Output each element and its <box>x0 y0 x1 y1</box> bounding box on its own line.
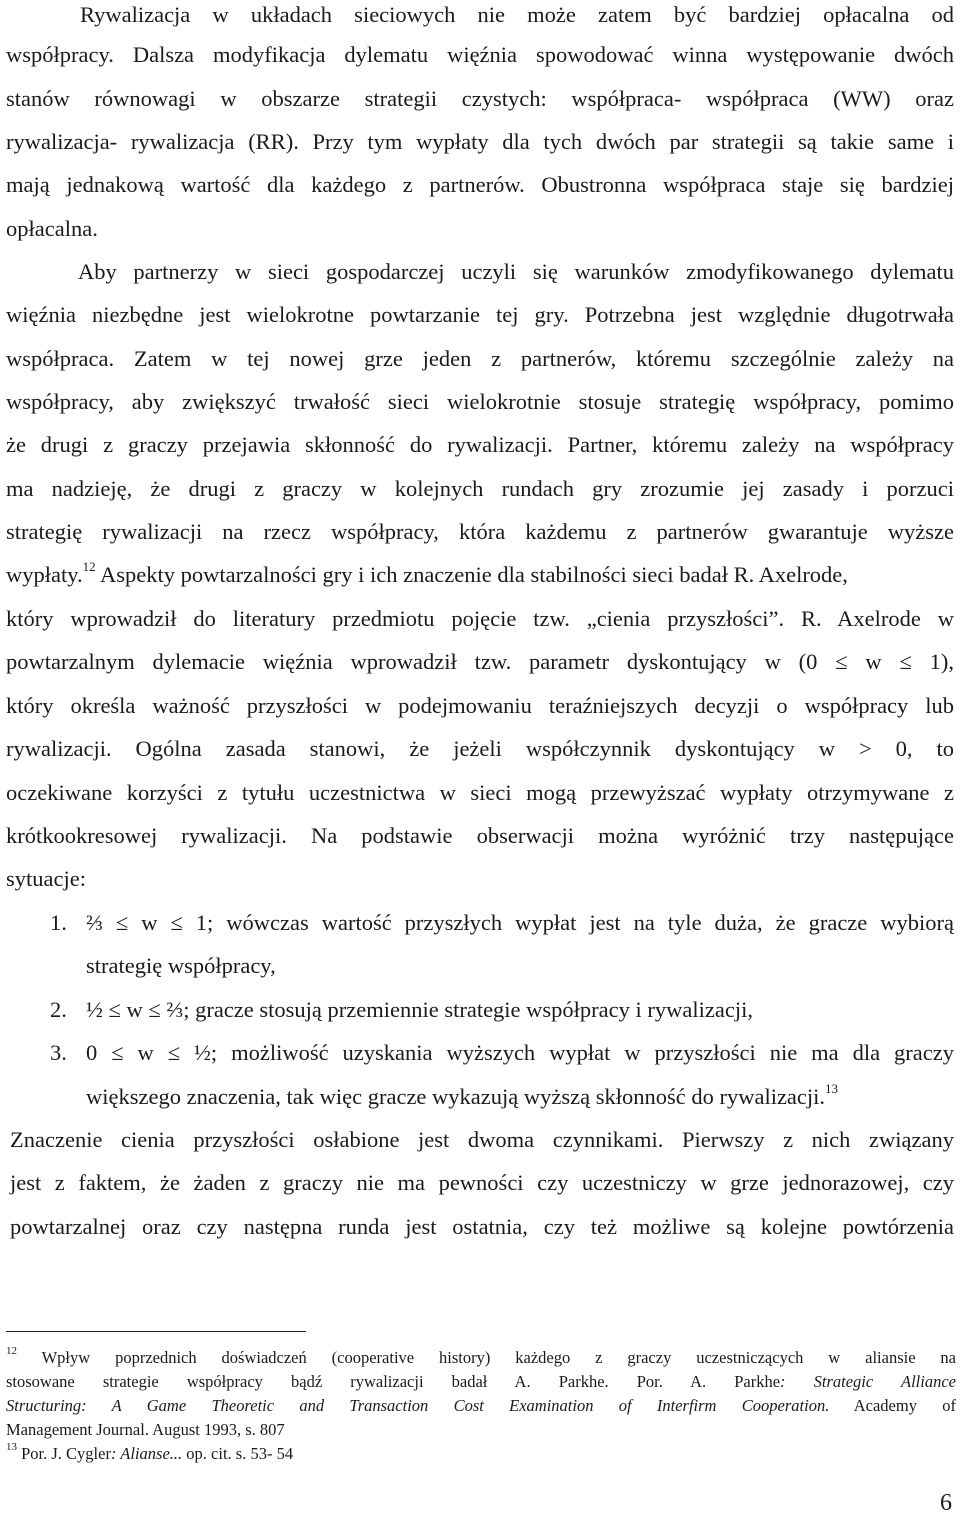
list-number: 2. <box>50 997 67 1022</box>
text-segment: Aspekty powtarzalności gry i ich znaczenie dla stabilności sieci badał R. Axelrode, <box>95 562 848 587</box>
list-item-text: ⅔ ≤ w ≤ 1; wówczas wartość przyszłych wypłat jest na tyle duża, że gracze wybiorą <box>86 910 954 935</box>
paragraph-2-line-6: ma nadzieję, że drugi z graczy w kolejnych rundach gry zrozumie jej zasady i porzuci <box>6 476 954 501</box>
list-item-text: ½ ≤ w ≤ ⅔; gracze stosują przemiennie strategie współpracy i rywalizacji, <box>86 997 753 1022</box>
text-segment: Wpływ poprzednich doświadczeń (cooperative history) każdego z graczy uczestniczących w aliansie na <box>17 1348 956 1367</box>
footnote-divider <box>6 1331 306 1332</box>
text-segment: Academy of <box>829 1396 956 1415</box>
paragraph-2-line-12: rywalizacji. Ogólna zasada stanowi, że jeżeli współczynnik dyskontujący w > 0, to <box>6 736 954 761</box>
paragraph-2-line-10: powtarzalnym dylemacie więźnia wprowadził tzw. parametr dyskontujący w (0 ≤ w ≤ 1), <box>6 649 954 674</box>
text-segment: wypłaty. <box>6 562 83 587</box>
list-item-text: 0 ≤ w ≤ ½; możliwość uzyskania wyższych wypłat w przyszłości nie ma dla graczy <box>86 1040 954 1065</box>
paragraph-2-line-11: który określa ważność przyszłości w podejmowaniu teraźniejszych decyzji o współpracy lub <box>6 693 954 718</box>
footnote-13 <box>6 1442 956 1465</box>
page-number: 6 <box>940 1490 952 1516</box>
paragraph-2-line-1: Aby partnerzy w sieci gospodarczej uczyli się warunków zmodyfikowanego dylematu <box>78 259 954 284</box>
paragraph-2-line-8 <box>6 560 954 590</box>
text-segment: stosowane strategie współpracy bądź rywalizacji badał A. Parkhe. Por. A. Parkhe <box>6 1372 781 1391</box>
footnote-ref-13[interactable]: 13 <box>825 1081 839 1096</box>
footnote-12-line-4: Management Journal. August 1993, s. 807 <box>6 1420 285 1439</box>
italic-title: Structuring: A Game Theoretic and Transaction Cost Examination of Interfirm Cooperation. <box>6 1396 830 1415</box>
list-number: 1. <box>50 910 67 935</box>
text-segment: op. cit. s. 53- 54 <box>182 1444 294 1463</box>
paragraph-1-line-4: rywalizacja- rywalizacja (RR). Przy tym wypłaty dla tych dwóch par strategii są takie same i <box>6 129 954 154</box>
footnote-12-line-3 <box>6 1394 956 1417</box>
paragraph-2-line-2: więźnia niezbędne jest wielokrotne powtarzanie tej gry. Potrzebna jest względnie długotrwała <box>6 302 954 327</box>
footnote-ref-12[interactable]: 12 <box>82 559 96 574</box>
paragraph-1-line-1: Rywalizacja w układach sieciowych nie może zatem być bardziej opłacalna od <box>80 2 954 27</box>
paragraph-2-line-5: że drugi z graczy przejawia skłonność do rywalizacji. Partner, któremu zależy na współpracy <box>6 432 954 457</box>
italic-segment: : Alianse... <box>110 1444 183 1463</box>
paragraph-2-line-9: który wprowadził do literatury przedmiotu pojęcie tzw. „cienia przyszłości”. R. Axelrode w <box>6 606 954 631</box>
list-item-text <box>86 1082 954 1112</box>
list-item-text: strategię współpracy, <box>86 953 276 978</box>
paragraph-2-line-7: strategię rywalizacji na rzecz współpracy, która każdemu z partnerów gwarantuje wyższe <box>6 519 954 544</box>
paragraph-1-line-6: opłacalna. <box>6 216 98 241</box>
italic-segment: : Strategic Alliance <box>780 1372 956 1391</box>
footnote-12-line-1 <box>6 1346 956 1369</box>
paragraph-2-line-13: oczekiwane korzyści z tytułu uczestnictwa w sieci mogą przewyższać wypłaty otrzymywane z <box>6 780 954 805</box>
list-number: 3. <box>50 1040 67 1065</box>
paragraph-3-line-2: jest z faktem, że żaden z graczy nie ma pewności czy uczestniczy w grze jednorazowej, czy <box>10 1170 954 1195</box>
paragraph-3-line-3: powtarzalnej oraz czy następna runda jest ostatnia, czy też możliwe są kolejne powtórzenia <box>10 1214 954 1239</box>
paragraph-2-line-14: krótkookresowej rywalizacji. Na podstawie obserwacji można wyróżnić trzy następujące <box>6 823 954 848</box>
paragraph-2-line-3: współpraca. Zatem w tej nowej grze jeden z partnerów, któremu szczególnie zależy na <box>6 346 954 371</box>
paragraph-2-line-4: współpracy, aby zwiększyć trwałość sieci wielokrotnie stosuje strategię współpracy, pomimo <box>6 389 954 414</box>
paragraph-3-line-1: Znaczenie cienia przyszłości osłabione jest dwoma czynnikami. Pierwszy z nich związany <box>10 1127 954 1152</box>
paragraph-1-line-5: mają jednakową wartość dla każdego z partnerów. Obustronna współpraca staje się bardziej <box>6 172 954 197</box>
paragraph-2-line-15: sytuacje: <box>6 866 86 891</box>
paragraph-1-line-2: współpracy. Dalsza modyfikacja dylematu więźnia spowodować winna występowanie dwóch <box>6 42 954 67</box>
footnote-number: 12 <box>6 1345 17 1357</box>
text-segment: większego znaczenia, tak więc gracze wykazują wyższą skłonność do rywalizacji. <box>86 1084 826 1109</box>
text-segment: Por. J. Cygler <box>17 1444 111 1463</box>
footnote-number: 13 <box>6 1441 17 1453</box>
footnote-12-line-2 <box>6 1370 956 1393</box>
paragraph-1-line-3: stanów równowagi w obszarze strategii czystych: współpraca- współpraca (WW) oraz <box>6 86 954 111</box>
